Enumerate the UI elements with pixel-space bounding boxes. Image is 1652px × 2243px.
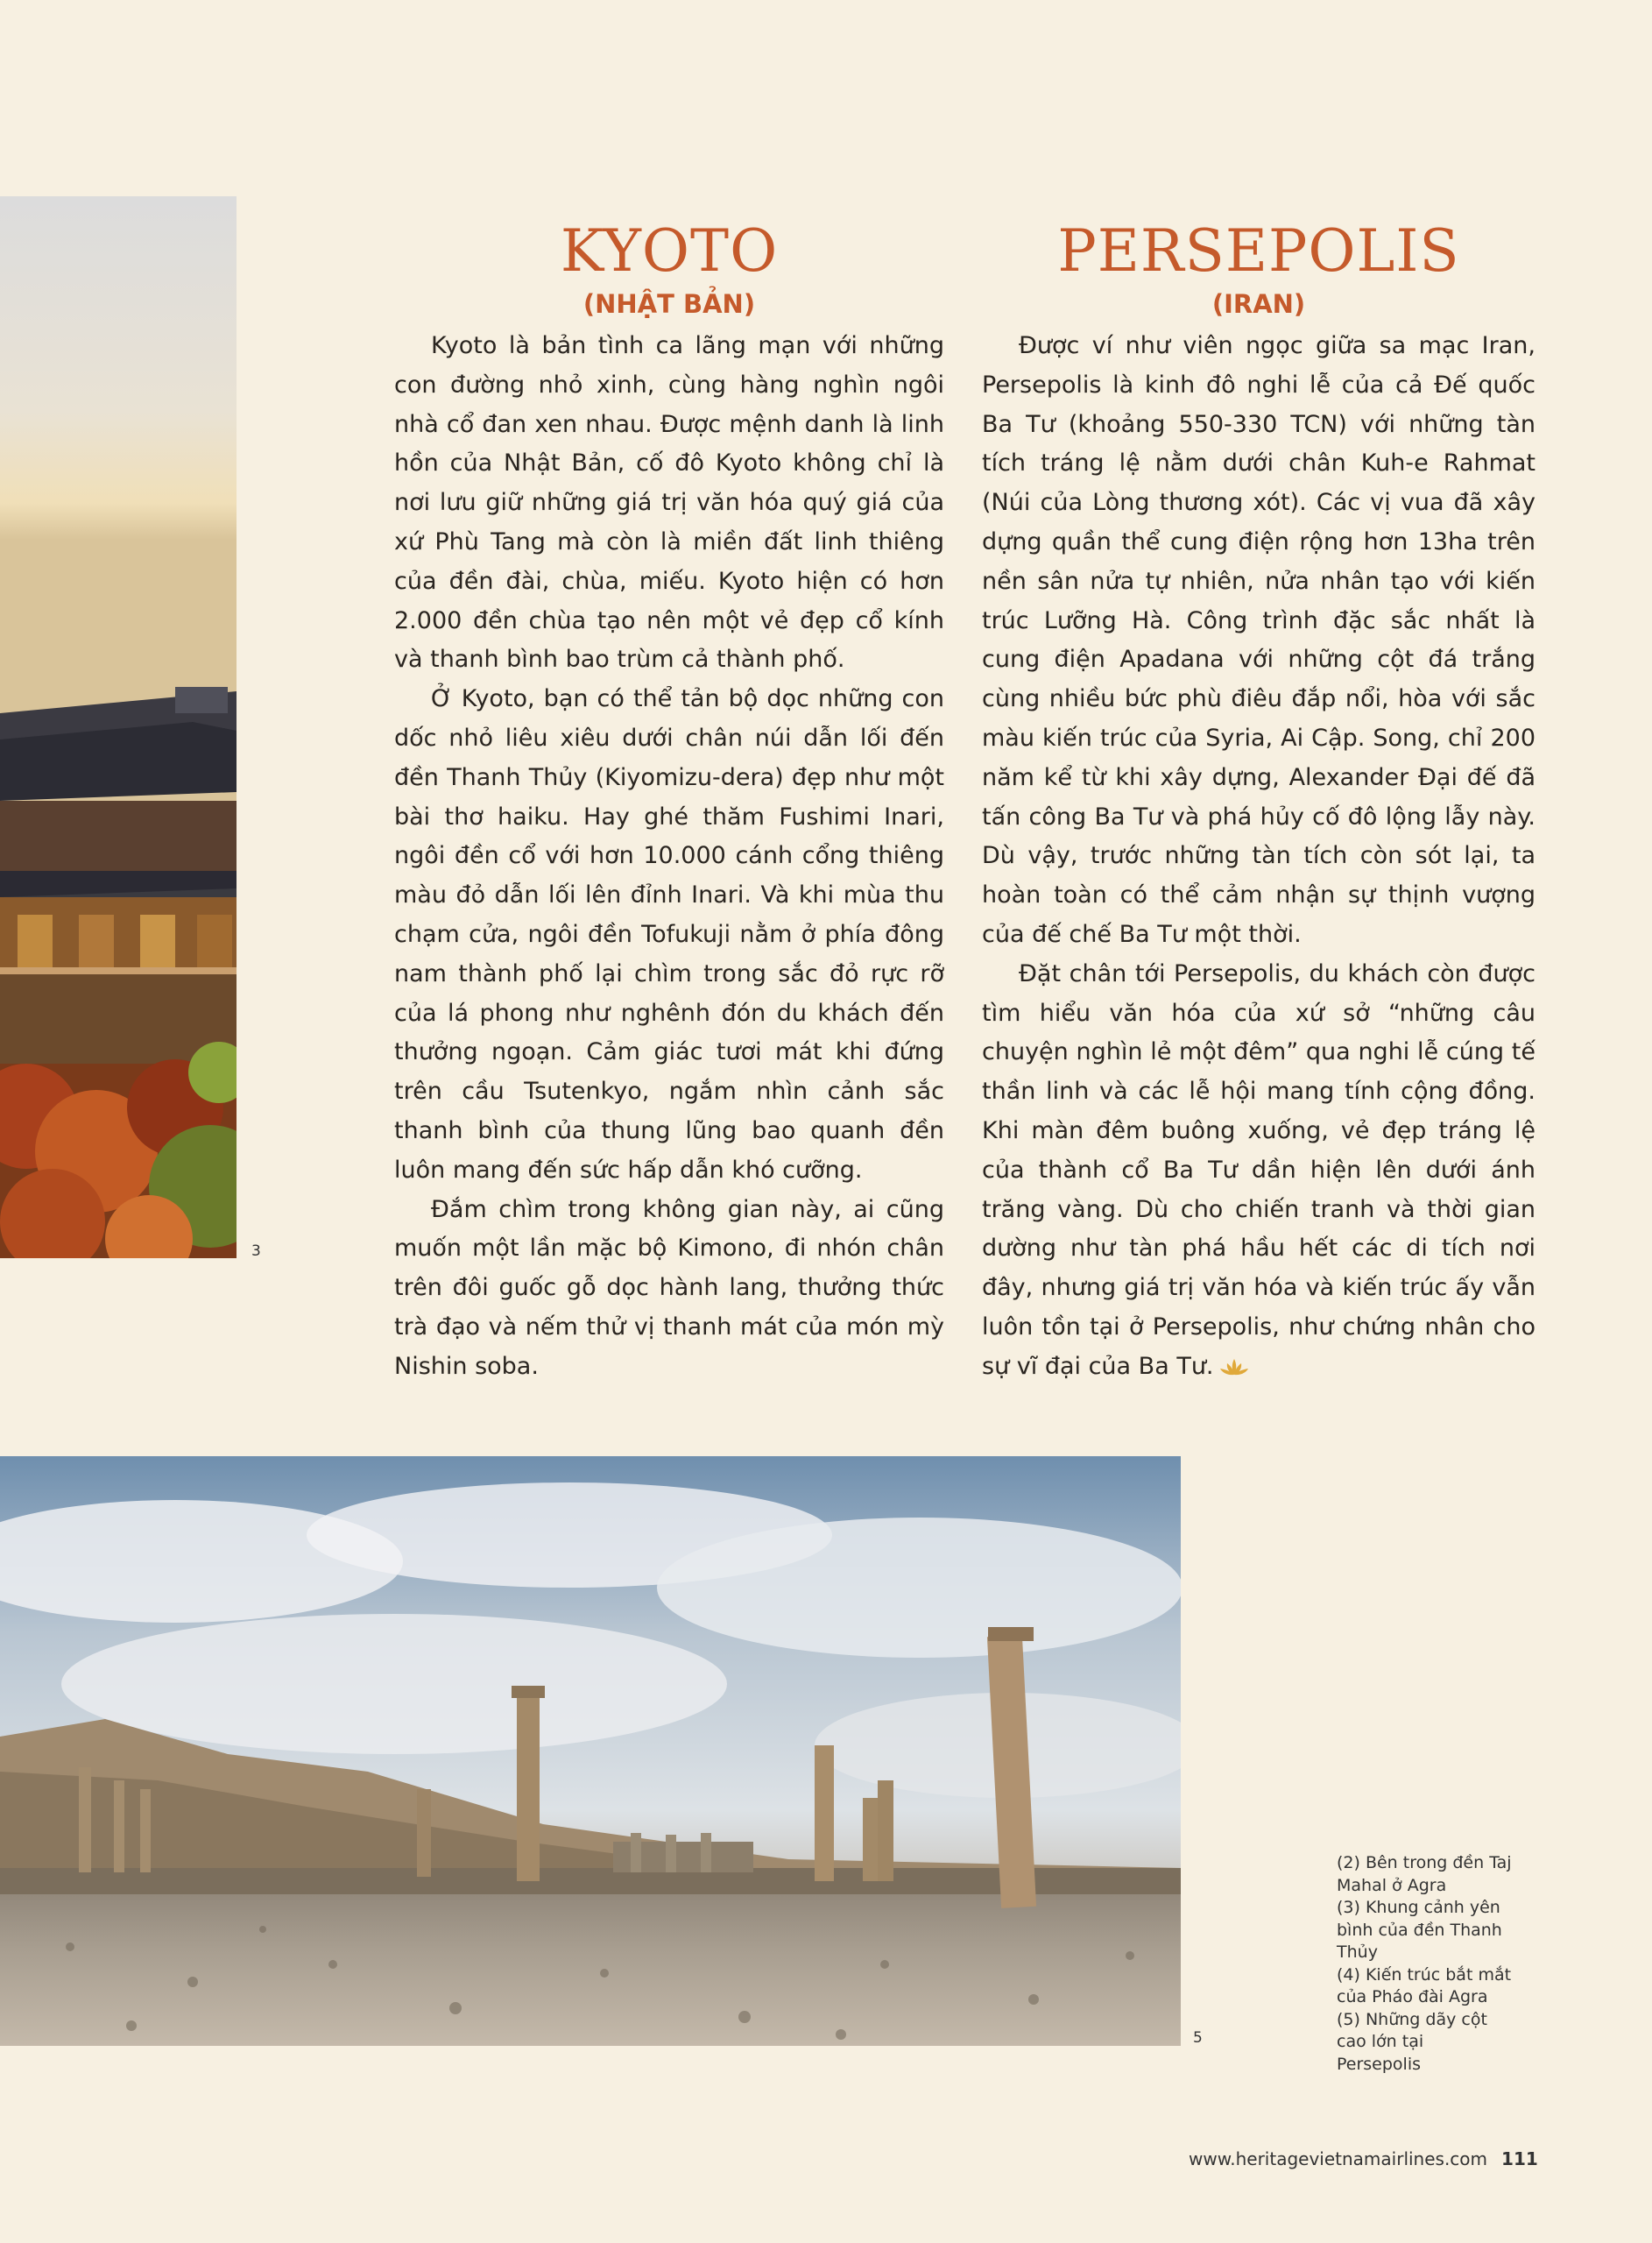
kyoto-subtitle: (NHẬT BẢN)	[582, 289, 756, 319]
kyoto-paragraph: Đắm chìm trong không gian này, ai cũng muốn một lần mặc bộ Kimono, đi nhón chân trên đôi guốc gỗ dọc hành lang, thưởng thức trà đạo và nếm thử vị thanh mát của món mỳ Nishin soba.	[394, 1195, 944, 1380]
website-link[interactable]: www.heritagevietnamairlines.com	[1189, 2148, 1488, 2169]
persepolis-paragraph: Được ví như viên ngọc giữa sa mạc Iran, Persepolis là kinh đô nghi lễ của cả Đế quốc Ba Tư (khoảng 550-330 TCN) với những tàn tích tráng lệ nằm dưới chân Kuh-e Rahmat (Núi của Lòng thương xót). Các vị vua đã xây dựng quần thể cung điện rộng hơn 13ha trên nền sân nửa tự nhiên, nửa nhân tạo với kiến trúc Lưỡng Hà. Công trình đặc sắc nhất là cung điện Apadana với những cột đá trắng cùng nhiều bức phù điêu đắp nổi, hòa với sắc màu kiến trúc của Syria, Ai Cập. Song, chỉ 200 năm kể từ khi xây dựng, Alexander Đại đế đã tấn công Ba Tư và phá hủy cố đô lộng lẫy này. Dù vậy, trước những tàn tích còn sót lại, ta hoàn toàn có thể cảm nhận sự thịnh vượng của đế chế Ba Tư một thời.	[982, 332, 1536, 948]
persepolis-title: PERSEPOLIS	[1057, 217, 1460, 285]
kyoto-title: KYOTO	[560, 217, 779, 285]
photo-number-3: 3	[251, 1242, 261, 1260]
page-number: 111	[1501, 2148, 1538, 2169]
kyoto-paragraph: Ở Kyoto, bạn có thể tản bộ dọc những con dốc nhỏ liêu xiêu dưới chân núi dẫn lối đến đền Thanh Thủy (Kiyomizu-dera) đẹp như một bài thơ haiku. Hay ghé thăm Fushimi Inari, ngôi đền cổ với hơn 10.000 cánh cổng thiêng màu đỏ dẫn lối lên đỉnh Inari. Và khi mùa thu chạm cửa, ngôi đền Tofukuji nằm ở phía đông nam thành phố lại chìm trong sắc đỏ rực rỡ của lá phong như nghênh đón du khách đến thưởng ngoạn. Cảm giác tươi mát khi đứng trên cầu Tsutenkyo, ngắm nhìn cảnh sắc thanh bình của thung lũng bao quanh đền luôn mang đến sức hấp dẫn khó cưỡng.	[394, 685, 944, 1184]
caption-item: (4) Kiến trúc bắt mắt của Pháo đài Agra	[1337, 1964, 1512, 2006]
persepolis-paragraph-last	[982, 955, 1536, 1387]
caption-item: (5) Những dãy cột cao lớn tại Persepolis	[1337, 2009, 1487, 2074]
lotus-icon	[1219, 1357, 1249, 1376]
persepolis-photo	[0, 1456, 1181, 2046]
photo-number-5: 5	[1193, 2029, 1203, 2047]
persepolis-paragraph-text: Đặt chân tới Persepolis, du khách còn được tìm hiểu văn hóa của xứ sở “những câu chuyện nghìn lẻ một đêm” qua nghi lễ cúng tế thần linh và các lễ hội mang tính cộng đồng. Khi màn đêm buông xuống, vẻ đẹp tráng lệ của thành cổ Ba Tư dần hiện lên dưới ánh trăng vàng. Dù cho chiến tranh và thời gian dường như tàn phá hầu hết các di tích nơi đây, nhưng giá trị văn hóa và kiến trúc ấy vẫn luôn tồn tại ở Persepolis, như chứng nhân cho sự vĩ đại của Ba Tư.	[982, 959, 1536, 1380]
kyoto-temple-photo	[0, 196, 237, 1258]
caption-item: (3) Khung cảnh yên bình của đền Thanh Thủy	[1337, 1898, 1502, 1962]
photo-captions	[1337, 1852, 1512, 2076]
kyoto-article	[394, 327, 944, 1387]
page-footer	[1189, 2148, 1538, 2169]
persepolis-article	[982, 327, 1536, 1387]
caption-item: (2) Bên trong đền Taj Mahal ở Agra	[1337, 1853, 1512, 1895]
persepolis-subtitle: (IRAN)	[1211, 289, 1306, 319]
kyoto-paragraph: Kyoto là bản tình ca lãng mạn với những con đường nhỏ xinh, cùng hàng nghìn ngôi nhà cổ đan xen nhau. Được mệnh danh là linh hồn của Nhật Bản, cố đô Kyoto không chỉ là nơi lưu giữ những giá trị văn hóa quý giá của xứ Phù Tang mà còn là miền đất linh thiêng của đền đài, chùa, miếu. Kyoto hiện có hơn 2.000 đền chùa tạo nên một vẻ đẹp cổ kính và thanh bình bao trùm cả thành phố.	[394, 332, 944, 674]
